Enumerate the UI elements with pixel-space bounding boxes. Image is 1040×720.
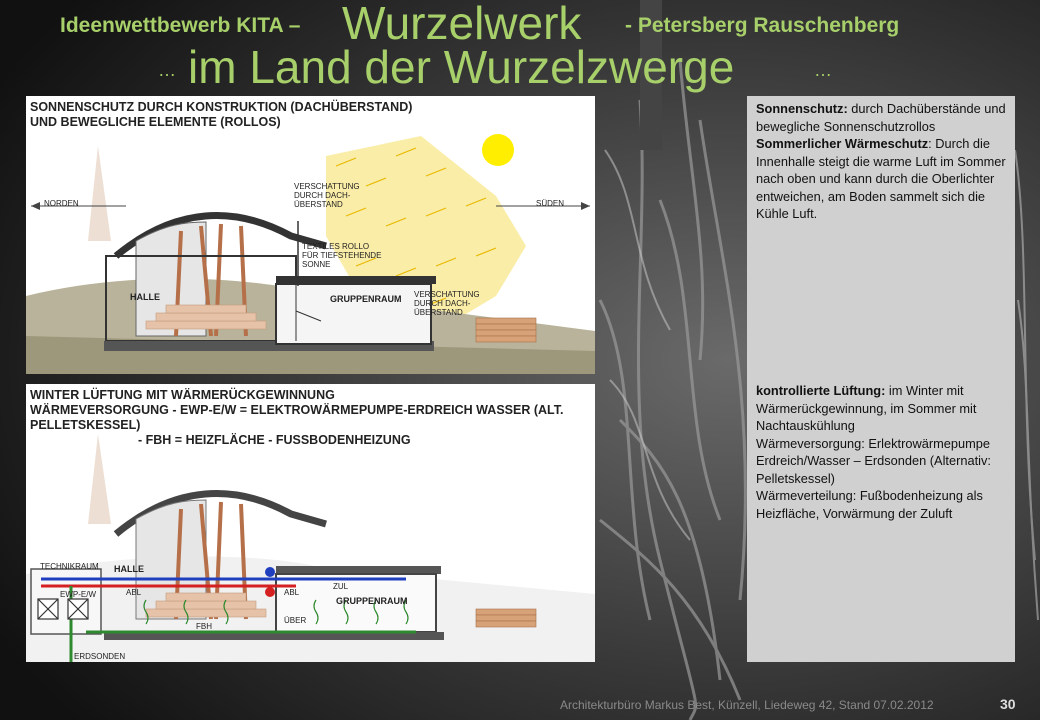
label-blind-line: FÜR TIEFSTEHENDE xyxy=(302,251,382,260)
ellipsis-left: … xyxy=(158,60,176,80)
label-abl-1: ABL xyxy=(126,588,142,597)
label-zul: ZUL xyxy=(333,582,349,591)
text-summer-heat-body: : Durch die Innenhalle steigt die warme Luft im Sommer nach oben und kann durch die Oberlichter entweichen, am Boden sammelt sich die Kühle Luft. xyxy=(756,136,1006,221)
supply-node-icon xyxy=(265,567,275,577)
label-shade-roof2-line: VERSCHATTUNG xyxy=(414,290,480,299)
footer-credit: Architekturbüro Markus Best, Künzell, Liedeweg 42, Stand 07.02.2012 xyxy=(560,698,934,712)
summer-section-drawing xyxy=(26,96,595,374)
summer-panel-title xyxy=(30,100,412,130)
label-shade-roof-line: DURCH DACH- xyxy=(294,191,351,200)
label-shade-roof2-line: DURCH DACH- xyxy=(414,299,471,308)
label-group-room-winter: GRUPPENRAUM xyxy=(336,596,408,606)
summer-section-diagram xyxy=(26,96,595,374)
label-shade-roof-2 xyxy=(414,290,480,317)
description-winter xyxy=(756,382,1012,522)
label-abl-2: ABL xyxy=(284,588,300,597)
project-name: Wurzelwerk xyxy=(342,0,582,49)
label-ewp: EWP-E/W xyxy=(60,590,96,599)
label-shade-roof-line: ÜBERSTAND xyxy=(294,200,343,209)
text-ventilation-body: im Winter mit Wärmerückgewinnung, im Sommer mit Nachtauskühlung xyxy=(756,383,977,433)
sun-icon xyxy=(482,134,514,166)
winter-panel-title xyxy=(30,388,595,448)
label-blind-line: TEXTILES ROLLO xyxy=(302,242,370,251)
label-hall: HALLE xyxy=(130,292,160,302)
label-blind-line: SONNE xyxy=(302,260,331,269)
header-left-title: Ideenwettbewerb KITA – xyxy=(60,14,301,37)
winter-title-line-1: WINTER LÜFTUNG MIT WÄRMERÜCKGEWINNUNG xyxy=(30,388,335,402)
page-subtitle: im Land der Wurzelzwerge xyxy=(188,41,735,93)
label-group-room: GRUPPENRAUM xyxy=(330,294,402,304)
text-ventilation-heading: kontrollierte Lüftung: xyxy=(756,383,886,398)
text-ventilation xyxy=(756,382,1012,435)
label-technikraum: TECHNIKRAUM xyxy=(40,562,99,571)
summer-title-line-2: UND BEWEGLICHE ELEMENTE (ROLLOS) xyxy=(30,115,281,129)
ellipsis-right: … xyxy=(814,60,832,80)
label-north: NORDEN xyxy=(44,199,79,208)
extract-node-icon xyxy=(265,587,275,597)
label-shade-roof xyxy=(294,182,360,209)
winter-title-line-3: - FBH = HEIZFLÄCHE - FUSSBODENHEIZUNG xyxy=(138,433,411,447)
label-shade-roof-line: VERSCHATTUNG xyxy=(294,182,360,191)
label-hall-winter: HALLE xyxy=(114,564,144,574)
label-textile-blind xyxy=(302,242,381,269)
text-summer-heat xyxy=(756,135,1012,223)
label-shade-roof2-line: ÜBERSTAND xyxy=(414,308,463,317)
text-sun-protection-body: durch Dachüberstände und bewegliche Sonnenschutzrollos xyxy=(756,101,1006,134)
summer-title-line-1: SONNENSCHUTZ DURCH KONSTRUKTION (DACHÜBERSTAND) xyxy=(30,100,413,114)
description-panel xyxy=(747,96,1015,662)
description-summer xyxy=(756,100,1012,223)
text-sun-protection xyxy=(756,100,1012,135)
label-south: SÜDEN xyxy=(536,199,565,208)
header-right-title: - Petersberg Rauschenberg xyxy=(625,14,900,37)
winter-title-line-2: WÄRMEVERSORGUNG - EWP-E/W = ELEKTROWÄRMEPUMPE-ERDREICH WASSER (ALT. PELLETSKESSEL) xyxy=(30,403,564,432)
text-sun-protection-heading: Sonnenschutz: xyxy=(756,101,848,116)
winter-section-diagram xyxy=(26,384,595,662)
text-summer-heat-heading: Sommerlicher Wärmeschutz xyxy=(756,136,929,151)
label-fbh: FBH xyxy=(196,622,212,631)
label-ueber: ÜBER xyxy=(284,616,307,625)
page-number: 30 xyxy=(1000,696,1016,712)
text-heat-distribution: Wärmeverteilung: Fußbodenheizung als Heizfläche, Vorwärmung der Zuluft xyxy=(756,488,983,521)
label-erdsonden: ERDSONDEN xyxy=(74,652,126,661)
text-heat-supply: Wärmeversorgung: Erlektrowärmepumpe Erdreich/Wasser – Erdsonden (Alternativ: Pelletskessel) xyxy=(756,435,991,486)
